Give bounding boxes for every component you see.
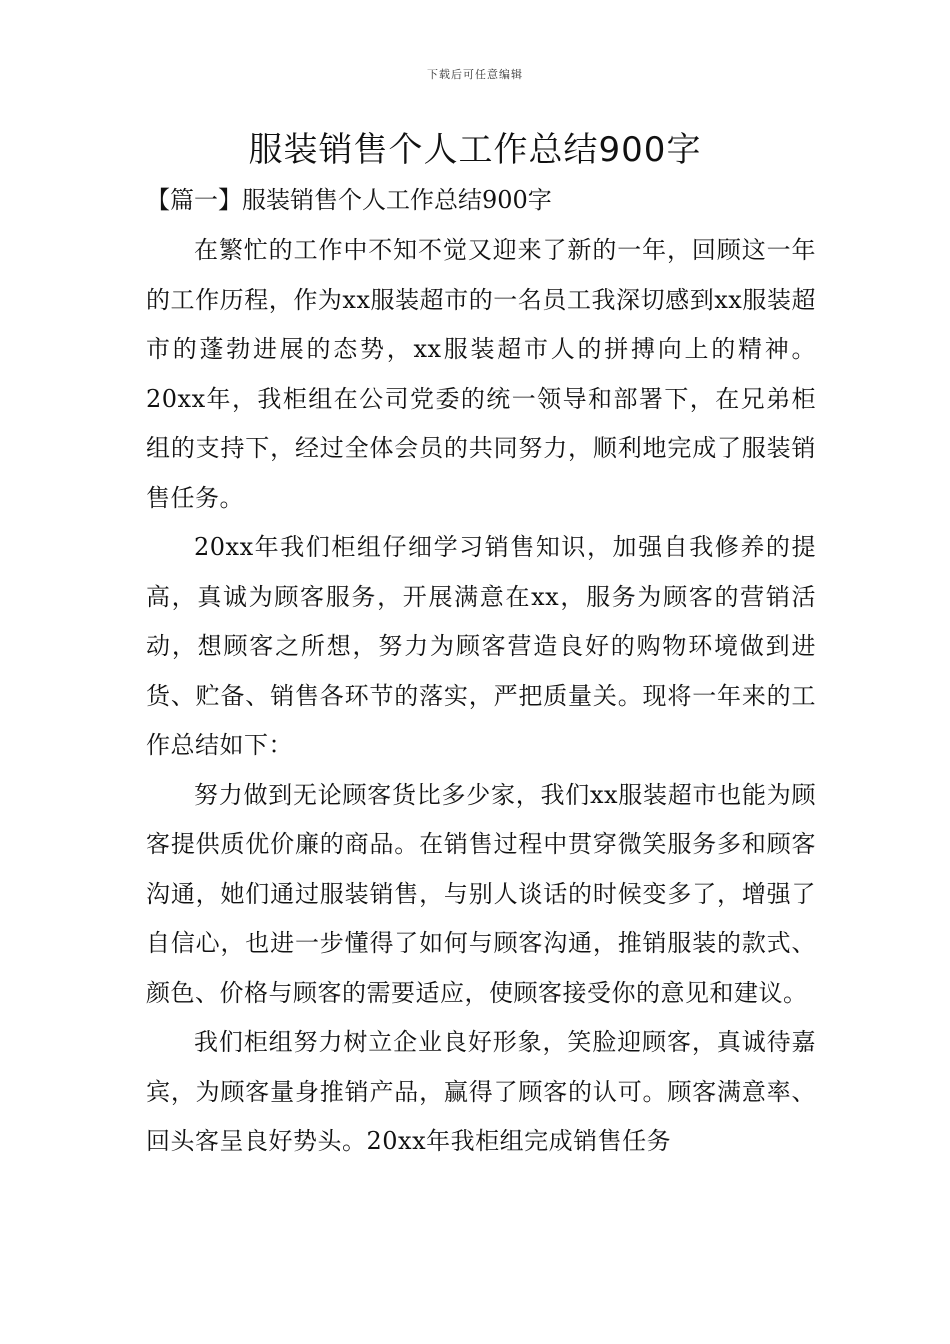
header-note: 下载后可任意编辑 xyxy=(427,68,523,81)
section-heading: 【篇一】服装销售个人工作总结900字 xyxy=(146,186,552,214)
paragraph: 我们柜组努力树立企业良好形象，笑脸迎顾客，真诚待嘉宾，为顾客量身推销产品，赢得了顾客的认可。顾客满意率、回头客呈良好势头。20xx年我柜组完成销售任务 xyxy=(146,1028,816,1155)
paragraph: 20xx年我们柜组仔细学习销售知识，加强自我修养的提高，真诚为顾客服务，开展满意在xx，服务为顾客的营销活动，想顾客之所想，努力为顾客营造良好的购物环境做到进货、贮备、销售各环节的落实，严把质量关。现将一年来的工作总结如下： xyxy=(146,533,816,759)
paragraph: 努力做到无论顾客货比多少家，我们xx服装超市也能为顾客提供质优价廉的商品。在销售过程中贯穿微笑服务多和顾客沟通，她们通过服装销售，与别人谈话的时候变多了，增强了自信心，也进一步懂得了如何与顾客沟通，推销服装的款式、颜色、价格与顾客的需要适应，使顾客接受你的意见和建议。 xyxy=(146,780,816,1007)
document-title: 服装销售个人工作总结900字 xyxy=(248,130,702,170)
body-text xyxy=(146,226,816,1167)
paragraph: 在繁忙的工作中不知不觉又迎来了新的一年，回顾这一年的工作历程，作为xx服装超市的一名员工我深切感到xx服装超市的蓬勃进展的态势，xx服装超市人的拼搏向上的精神。20xx年，我柜组在公司党委的统一领导和部署下，在兄弟柜组的支持下，经过全体会员的共同努力，顺利地完成了服装销售任务。 xyxy=(146,236,816,512)
